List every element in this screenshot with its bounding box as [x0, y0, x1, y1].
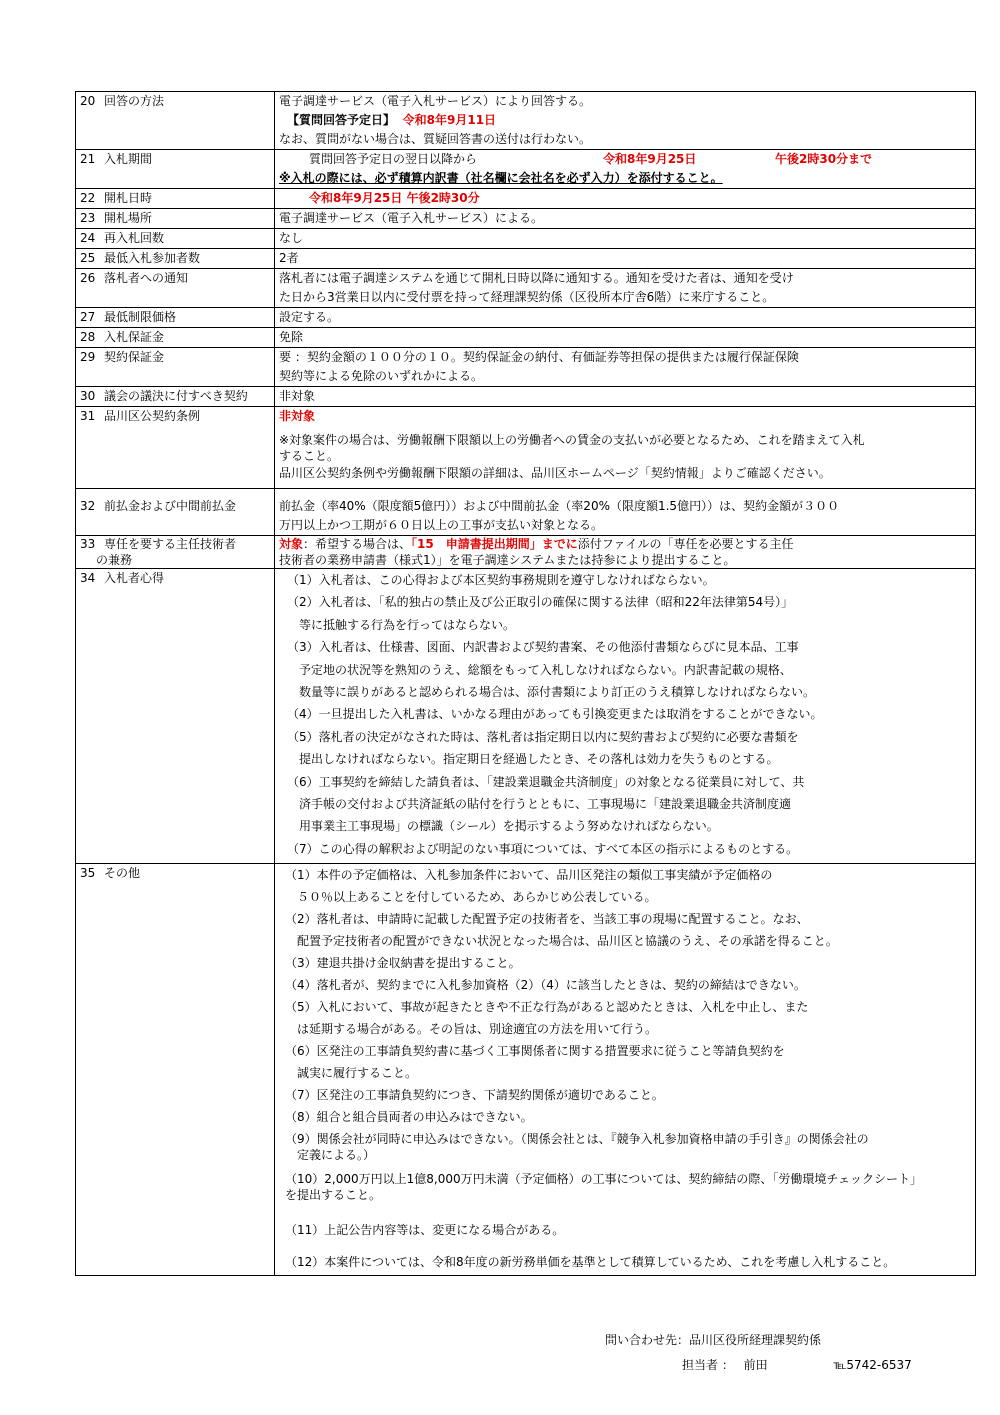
- row-label: 31 品川区公契約条例: [76, 407, 275, 489]
- row-value: 質問回答予定日の翌日以降から 令和8年9月25日 午後2時30分まで ※入札の際には、必ず積算内訳書（社名欄に会社名を必ず入力）を添付すること。: [275, 150, 976, 189]
- table-row: [76, 536, 976, 569]
- table-row: [76, 308, 976, 328]
- row-value: 非対象: [275, 387, 976, 407]
- table-row: [76, 150, 976, 189]
- table-row: [76, 489, 976, 536]
- row-label: 34 入札者心得: [76, 569, 275, 864]
- notice-table-container: [75, 91, 972, 1276]
- row-value: 2者: [275, 249, 976, 269]
- contact-person: 担当者 ： 前田 ℡5742-6537: [682, 1358, 912, 1372]
- row-label: 29 契約保証金: [76, 348, 275, 387]
- table-row: [76, 209, 976, 229]
- row-label: 26 落札者への通知: [76, 269, 275, 308]
- row-label: 33 専任を要する主任技術者 の兼務: [76, 536, 275, 569]
- table-row: [76, 249, 976, 269]
- row-value: 落札者には電子調達システムを通じて開札日時以降に通知する。通知を受けた者は、通知を受け た日から3営業日以内に受付票を持って経理課契約係（区役所本庁舎6階）に来庁すること。: [275, 269, 976, 308]
- row-value: なし: [275, 229, 976, 249]
- table-row: [76, 348, 976, 387]
- table-row: [76, 328, 976, 348]
- row-label: 35 その他: [76, 864, 275, 1276]
- table-row: [76, 92, 976, 150]
- row-label: 27 最低制限価格: [76, 308, 275, 328]
- row-label: 25 最低入札参加者数: [76, 249, 275, 269]
- row-value: 令和8年9月25日 午後2時30分: [275, 189, 976, 209]
- table-row: [76, 229, 976, 249]
- table-row: [76, 864, 976, 1276]
- table-row: [76, 387, 976, 407]
- row-value: 設定する。: [275, 308, 976, 328]
- row-value: 対象：希望する場合は、「15 申請書提出期間」までに添付ファイルの「専任を必要とする主任 技術者の業務申請書（様式1）」を電子調達システムまたは持参により提出すること。: [275, 536, 976, 569]
- row-label: 21 入札期間: [76, 150, 275, 189]
- row-label: 30 議会の議決に付すべき契約: [76, 387, 275, 407]
- row-label: 28 入札保証金: [76, 328, 275, 348]
- row-label: 20 回答の方法: [76, 92, 275, 150]
- contact-info: 問い合わせ先：品川区役所経理課契約係: [605, 1333, 822, 1347]
- row-label: 22 開札日時: [76, 189, 275, 209]
- row-value: 要 ：契約金額の１００分の１０。契約保証金の納付、有価証券等担保の提供または履行保証保険 契約等による免除のいずれかによる。: [275, 348, 976, 387]
- row-label: 24 再入札回数: [76, 229, 275, 249]
- table-row: [76, 569, 976, 864]
- row-value: （1）本件の予定価格は、入札参加条件において、品川区発注の類似工事実績が予定価格の ５０％以上あることを付しているため、あらかじめ公表している。 （2）落札者は、申請時に記載した配置予定の技術者を、当該工事の現場に配置すること。なお、 配置予定技術者の配置ができない状況となった場合は、品川区と協議のうえ、その承諾を得ること。 （3）建退共掛け金収納書を提出すること。 （4）落札者が、契約までに入札参加資格（2）（4）に該当したときは、契約の締結はできない。 （5）入札において、事故が起きたときや不正な行為があると認めたときは、入札を中止し、また は延期する場合がある。その旨は、別途適宜の方法を用いて行う。 （6）区発注の工事請負契約書に基づく工事関係者に関する措置要求に従うこと等請負契約を 誠実に履行すること。 （7）区発注の工事請負契約につき、下請契約関係が適切であること。 （8）組合と組合員両者の申込みはできない。 （9）関係会社が同時に申込みはできない。（関係会社とは、『競争入札参加資格申請の手引き』の関係会社の 定義による。） （10）2,000万円以上1億8,000万円未満（予定価格）の工事については、契約締結の際、「労働環境チェックシート」 を提出すること。 （11）上記公告内容等は、変更になる場合がある。 （12）本案件については、令和8年度の新労務単価を基準として積算しているため、これを考慮し入札すること。: [275, 864, 976, 1276]
- row-label: 32 前払金および中間前払金: [76, 489, 275, 536]
- table-row: [76, 269, 976, 308]
- row-value: 前払金（率40%（限度額5億円））および中間前払金（率20%（限度額1.5億円））は、契約金額が３００ 万円以上かつ工期が６０日以上の工事が支払い対象となる。: [275, 489, 976, 536]
- table-row: [76, 189, 976, 209]
- row-value: （1）入札者は、この心得および本区契約事務規則を遵守しなければならない。 （2）入札者は、「私的独占の禁止及び公正取引の確保に関する法律（昭和22年法律第54号）」 等に抵触する行為を行ってはならない。 （3）入札者は、仕様書、図面、内訳書および契約書案、その他添付書類ならびに見本品、工事 予定地の状況等を熟知のうえ、総額をもって入札しなければならない。内訳書記載の規格、 数量等に誤りがあると認められる場合は、添付書類により訂正のうえ積算しなければならない。 （4）一旦提出した入札書は、いかなる理由があっても引換変更または取消をすることができない。 （5）落札者の決定がなされた時は、落札者は指定期日以内に契約書および契約に必要な書類を 提出しなければならない。指定期日を経過したとき、その落札は効力を失うものとする。 （6）工事契約を締結した請負者は、「建設業退職金共済制度」の対象となる従業員に対して、共 済手帳の交付および共済証紙の貼付を行うとともに、工事現場に「建設業退職金共済制度適 用事業主工事現場」の標識（シール）を掲示するよう努めなければならない。 （7）この心得の解釈および明記のない事項については、すべて本区の指示によるものとする。: [275, 569, 976, 864]
- row-value: 電子調達サービス（電子入札サービス）により回答する。 【質問回答予定日】 令和8年9月11日 なお、質問がない場合は、質疑回答書の送付は行わない。: [275, 92, 976, 150]
- phone-number: ℡5742-6537: [833, 1358, 912, 1372]
- row-value: 免除: [275, 328, 976, 348]
- notice-table: [75, 91, 976, 1276]
- row-value: 電子調達サービス（電子入札サービス）による。: [275, 209, 976, 229]
- table-row: [76, 407, 976, 489]
- row-label: 23 開札場所: [76, 209, 275, 229]
- row-value: 非対象 ※対象案件の場合は、労働報酬下限額以上の労働者への賃金の支払いが必要となるため、これを踏まえて入札 すること。 品川区公契約条例や労働報酬下限額の詳細は、品川区ホームページ「契約情報」よりご確認ください。: [275, 407, 976, 489]
